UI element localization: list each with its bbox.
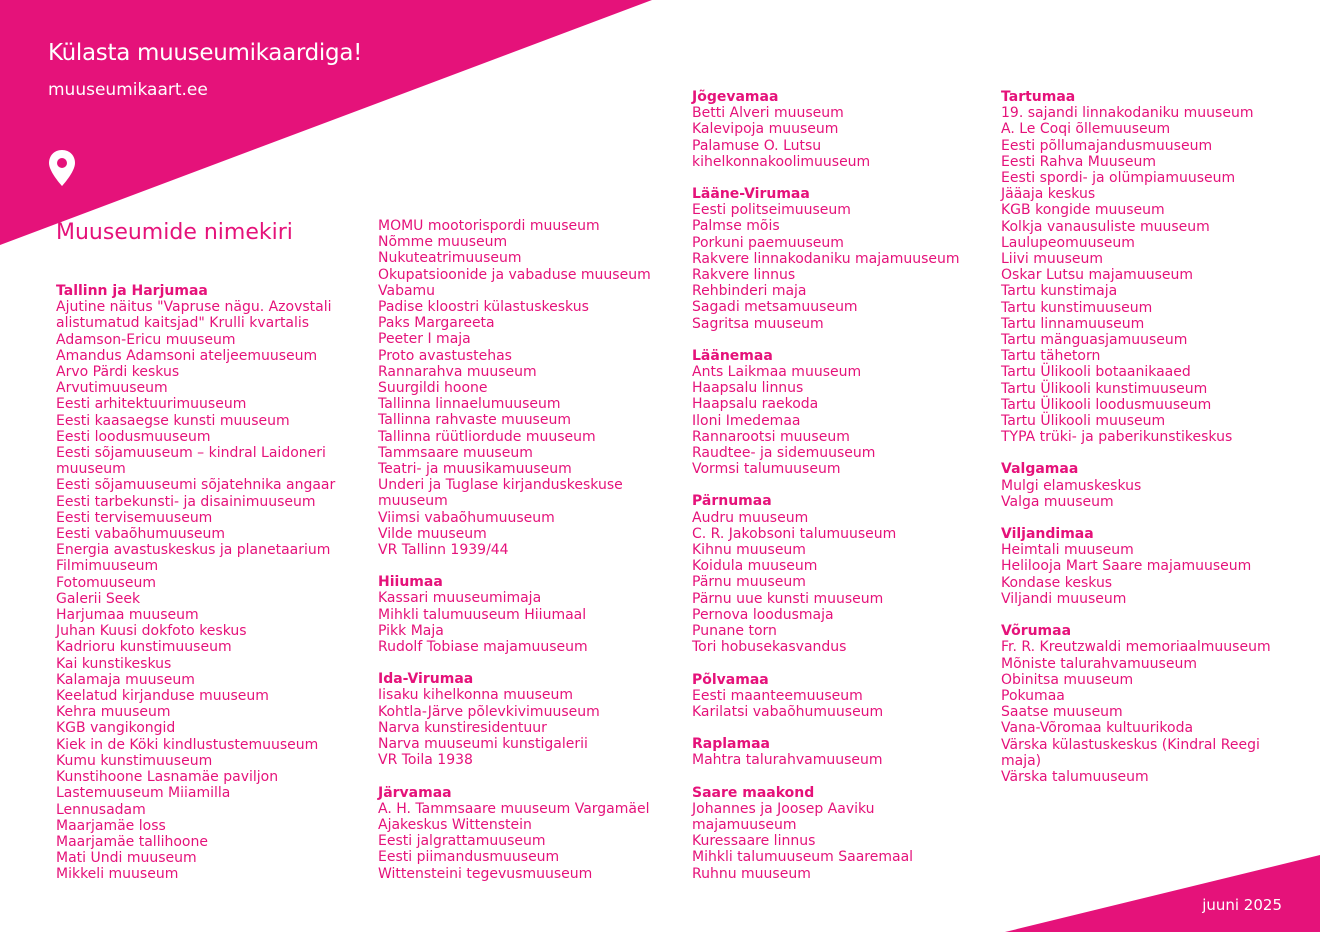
museum-item: Maarjamäe loss [56,817,166,834]
museum-item: Pokumaa [1001,687,1065,704]
region-heading: Lääne-Virumaa [692,186,810,203]
museum-item: Tartu Ülikooli muuseum [1001,413,1166,430]
museum-item: Tartu mänguasjamuuseum [1001,332,1188,349]
region-heading: Pärnumaa [692,493,772,510]
museum-item: Eesti politseimuuseum [692,202,851,219]
museum-item: Mati Undi muuseum [56,850,197,867]
museum-item: Rakvere linnakodaniku majamuuseum [692,250,960,267]
museum-item: Teatri- ja muusikamuuseum [378,461,572,478]
museum-item: Eesti vabaõhumuuseum [56,526,226,543]
museum-item: Kai kunstikeskus [56,655,172,672]
museum-item: Eesti kaasaegse kunsti muuseum [56,412,290,429]
museum-item: Palamuse O. Lutsu kihelkonnakoolimuuseum [692,137,871,170]
museum-item: Palmse mõis [692,218,780,235]
museum-item: Tartu Ülikooli botaanikaaed [1001,364,1191,381]
museum-item: Eesti Rahva Muuseum [1001,153,1157,170]
museum-item: Pärnu uue kunsti muuseum [692,590,884,607]
museum-item: Tallinna rahvaste muuseum [378,412,571,429]
museum-item: Eesti sõjamuuseumi sõjatehnika angaar [56,477,336,494]
museum-item: Iloni Imedemaa [692,412,801,429]
museum-item: Kehra muuseum [56,704,171,721]
museum-item: Lennusadam [56,801,146,818]
museum-item: Kolkja vanausuliste muuseum [1001,218,1210,235]
museum-item: Rannarootsi muuseum [692,428,850,445]
museum-item: Harjumaa muuseum [56,607,199,624]
museum-item: Haapsalu raekoda [692,396,819,413]
region-heading: Võrumaa [1001,623,1072,640]
museum-item: Vabamu [378,282,436,299]
museum-item: Tartu linnamuuseum [1001,315,1145,332]
footer-corner [1005,855,1320,932]
museum-item: Padise kloostri külastuskeskus [378,299,589,316]
museum-item: Narva muuseumi kunstigalerii [378,736,588,753]
museum-item: Mihkli talumuuseum Saaremaal [692,849,914,866]
museum-item: TYPA trüki- ja paberikunstikeskus [1001,429,1233,446]
museum-item: Värska talumuuseum [1001,768,1149,785]
museum-item: Mikkeli muuseum [56,866,179,883]
region-heading: Valgamaa [1001,461,1079,478]
museum-item: Eesti spordi- ja olümpiamuuseum [1001,170,1236,187]
museum-item: Maarjamäe tallihoone [56,833,208,850]
museum-item: Pikk Maja [378,622,444,639]
museum-item: VR Toila 1938 [378,752,473,769]
museum-item: Tartu kunstimuuseum [1001,299,1153,316]
region-heading: Tartumaa [1001,89,1076,105]
museum-item: Paks Margareeta [378,315,495,332]
museum-item: Ruhnu muuseum [692,865,811,882]
museum-item: Rannarahva muuseum [378,363,537,380]
museum-list-title: Muuseumide nimekiri [56,220,293,245]
museum-item: Oskar Lutsu majamuuseum [1001,267,1193,284]
museum-column-4 [1001,89,1291,785]
museum-item: Viljandi muuseum [1001,590,1127,607]
museum-item: Jääaja keskus [1001,186,1096,203]
museum-item: Kunstihoone Lasnamäe paviljon [56,769,279,786]
museum-item: Ajakeskus Wittenstein [378,816,532,833]
museum-item: Pärnu muuseum [692,574,806,591]
page-title: Külasta muuseumikaardiga! [48,40,363,66]
museum-item: Tori hobusekasvandus [692,639,847,656]
region-heading: Järvamaa [378,784,452,801]
museum-item: Nukuteatrimuuseum [378,250,522,267]
museum-item: Punane torn [692,623,777,640]
museum-item: Rehbinderi maja [692,283,807,300]
museum-item: Kohtla-Järve põlevkivimuuseum [378,703,600,720]
museum-item: Mõniste talurahvamuuseum [1001,655,1197,672]
museum-item: Sagadi metsamuuseum [692,299,858,316]
museum-item: MOMU mootorispordi muuseum [378,218,600,234]
region-heading: Läänemaa [692,347,773,364]
museum-item: Tartu Ülikooli loodusmuuseum [1001,396,1212,413]
museum-item: Tammsaare muuseum [378,444,533,461]
museum-item: Ajutine näitus "Vapruse nägu. Azovstali alistumatud kaitsjad" Krulli kvartalis [56,299,332,332]
museum-item: Amandus Adamsoni ateljeemuuseum [56,347,318,364]
museum-item: Kalevipoja muuseum [692,121,839,138]
museum-item: A. H. Tammsaare muuseum Vargamäel [378,800,650,817]
museum-item: Porkuni paemuuseum [692,234,844,251]
museum-item: Kihnu muuseum [692,542,806,559]
museum-item: Kumu kunstimuuseum [56,752,213,769]
museum-item: Saatse muuseum [1001,704,1123,721]
museum-column-1 [56,283,346,883]
museum-item: Ants Laikmaa muuseum [692,364,862,381]
museum-item: Eesti tervisemuuseum [56,509,213,526]
museum-item: Tallinna linnaelumuuseum [378,396,561,413]
region-heading: Ida-Virumaa [378,671,474,688]
museum-item: Nõmme muuseum [378,234,508,251]
museum-item: Pernova loodusmaja [692,606,834,623]
museum-item: Betti Alveri muuseum [692,105,844,122]
museum-item: Kuressaare linnus [692,833,816,850]
museum-item: Mahtra talurahvamuuseum [692,752,883,769]
museum-item: Arvo Pärdi keskus [56,364,180,381]
museum-item: VR Tallinn 1939/44 [378,542,509,559]
website-link[interactable]: muuseumikaart.ee [48,80,208,100]
museum-item: Energia avastuskeskus ja planetaarium [56,542,331,559]
museum-item: Iisaku kihelkonna muuseum [378,687,574,704]
museum-item: Rudolf Tobiase majamuuseum [378,639,588,656]
museum-item: Viimsi vabaõhumuuseum [378,509,555,526]
museum-item: Vormsi talumuuseum [692,461,841,478]
museum-item: Johannes ja Joosep Aaviku majamuuseum [692,800,875,833]
museum-column-3 [692,89,982,882]
museum-item: Tartu tähetorn [1001,348,1101,365]
museum-item: A. Le Coqi õllemuuseum [1001,121,1171,138]
museum-item: Fotomuuseum [56,574,156,591]
museum-item: Arvutimuuseum [56,380,168,397]
museum-item: Adamson-Ericu muuseum [56,331,236,348]
region-heading: Saare maakond [692,784,815,801]
museum-item: Eesti piimandusmuuseum [378,849,560,866]
museum-item: Eesti loodusmuuseum [56,428,211,445]
region-heading: Viljandimaa [1001,526,1094,543]
museum-column-2 [378,218,668,882]
museum-item: Heimtali muuseum [1001,542,1134,559]
museum-item: C. R. Jakobsoni talumuuseum [692,525,897,542]
museum-item: Filmimuuseum [56,558,159,575]
museum-item: Haapsalu linnus [692,380,804,397]
museum-item: Kiek in de Köki kindlustustemuuseum [56,736,319,753]
region-heading: Põlvamaa [692,671,769,688]
museum-item: Mulgi elamuskeskus [1001,477,1142,494]
museum-item: 19. sajandi linnakodaniku muuseum [1001,105,1254,122]
museum-item: Narva kunstiresidentuur [378,719,547,736]
museum-item: Koidula muuseum [692,558,818,575]
museum-item: KGB kongide muuseum [1001,202,1165,219]
museum-item: Kalamaja muuseum [56,671,195,688]
museum-item: Tallinna rüütliordude muuseum [378,428,596,445]
museum-item: Galerii Seek [56,590,141,607]
museum-item: Underi ja Tuglase kirjanduskeskuse muuseum [378,477,623,510]
museum-item: Eesti põllumajandusmuuseum [1001,137,1213,154]
museum-item: Vana-Võromaa kultuurikoda [1001,720,1194,737]
museum-item: Valga muuseum [1001,493,1114,510]
museum-item: Värska külastuskeskus (Kindral Reegi maja) [1001,736,1260,769]
museum-item: Eesti arhitektuurimuuseum [56,396,247,413]
museum-item: Suurgildi hoone [378,380,488,397]
museum-item: Kondase keskus [1001,574,1113,591]
museum-item: Okupatsioonide ja vabaduse muuseum [378,266,651,283]
museum-item: Eesti jalgrattamuuseum [378,833,546,850]
header-banner [0,0,652,245]
museum-item: Karilatsi vabaõhumuuseum [692,703,884,720]
museum-item: Fr. R. Kreutzwaldi memoriaalmuuseum [1001,639,1271,656]
museum-item: Tartu Ülikooli kunstimuuseum [1001,380,1208,397]
region-heading: Hiiumaa [378,574,443,591]
region-heading: Raplamaa [692,736,770,753]
museum-item: Audru muuseum [692,509,809,526]
region-heading: Jõgevamaa [692,89,779,105]
museum-item: Wittensteini tegevusmuuseum [378,865,593,882]
museum-item: Juhan Kuusi dokfoto keskus [56,623,247,640]
museum-item: Sagritsa muuseum [692,315,824,332]
museum-item: Peeter I maja [378,331,471,348]
region-heading: Tallinn ja Harjumaa [56,283,208,299]
museum-item: Proto avastustehas [378,347,512,364]
publication-date: juuni 2025 [1202,896,1282,914]
museum-item: Keelatud kirjanduse muuseum [56,688,269,705]
museum-item: Kadrioru kunstimuuseum [56,639,232,656]
museum-item: Lastemuuseum Miiamilla [56,785,231,802]
museum-item: Rakvere linnus [692,267,796,284]
location-pin-icon [46,148,78,188]
museum-item: Eesti sõjamuuseum – kindral Laidoneri muuseum [56,445,326,478]
museum-item: Mihkli talumuuseum Hiiumaal [378,606,587,623]
museum-item: Eesti maanteemuuseum [692,687,863,704]
museum-item: Laulupeomuuseum [1001,234,1135,251]
museum-item: KGB vangikongid [56,720,176,737]
museum-item: Kassari muuseumimaja [378,590,542,607]
museum-item: Tartu kunstimaja [1001,283,1118,300]
museum-item: Obinitsa muuseum [1001,671,1134,688]
museum-item: Vilde muuseum [378,525,487,542]
museum-item: Liivi muuseum [1001,251,1104,268]
museum-item: Helilooja Mart Saare majamuuseum [1001,558,1252,575]
museum-item: Eesti tarbekunsti- ja disainimuuseum [56,493,316,510]
museum-item: Raudtee- ja sidemuuseum [692,445,876,462]
